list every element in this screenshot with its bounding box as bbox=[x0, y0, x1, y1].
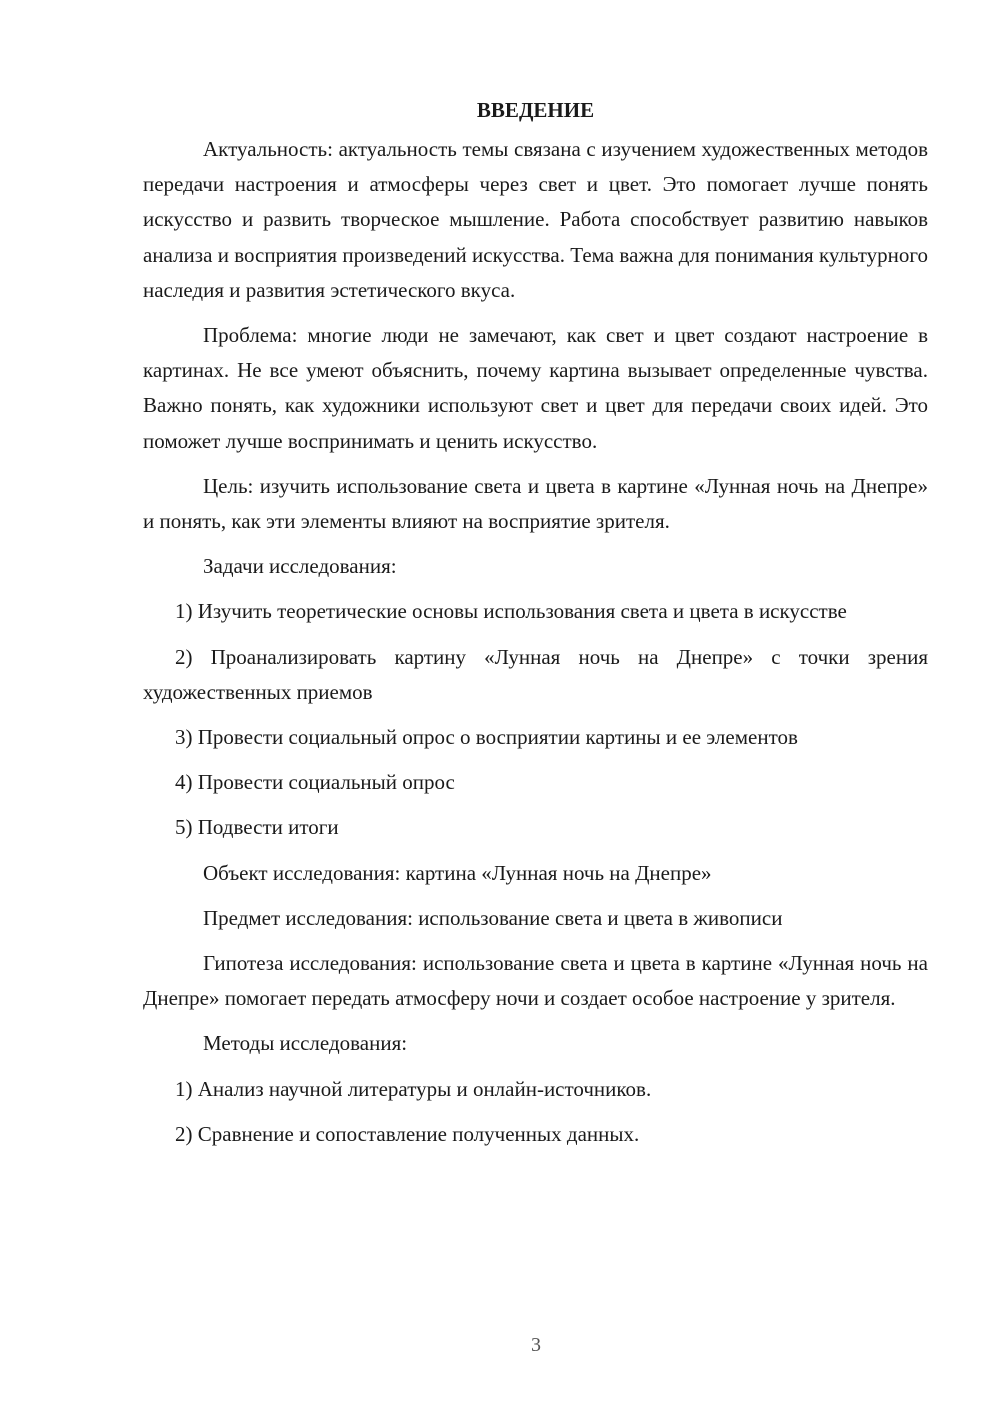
goal-paragraph: Цель: изучить использование света и цвета в картине «Лунная ночь на Днепре» и понять, как эти элементы влияют на восприятие зрителя. bbox=[143, 473, 928, 534]
research-hypothesis: Гипотеза исследования: использование света и цвета в картине «Лунная ночь на Днепре» помогает передать атмосферу ночи и создает особое настроение у зрителя. bbox=[143, 951, 928, 1011]
section-title: ВВЕДЕНИЕ bbox=[476, 98, 595, 122]
method-item: 2) Сравнение и сопоставление полученных данных. bbox=[175, 1121, 640, 1146]
research-subject: Предмет исследования: использование света и цвета в живописи bbox=[203, 905, 783, 930]
methods-heading: Методы исследования: bbox=[203, 1031, 408, 1056]
research-object: Объект исследования: картина «Лунная ночь на Днепре» bbox=[203, 860, 712, 885]
tasks-heading: Задачи исследования: bbox=[203, 554, 397, 579]
task-item: 1) Изучить теоретические основы использования света и цвета в искусстве bbox=[175, 599, 847, 624]
task-item: 4) Провести социальный опрос bbox=[175, 770, 455, 795]
problem-paragraph: Проблема: многие люди не замечают, как свет и цвет создают настроение в картинах. Не все умеют объяснить, почему картина вызывает определенные чувства. Важно понять, как художники используют свет и цвет для передачи своих идей. Это поможет лучше воспринимать и ценить искусство. bbox=[143, 323, 928, 453]
relevance-paragraph: Актуальность: актуальность темы связана с изучением художественных методов передачи настроения и атмосферы через свет и цвет. Это помогает лучше понять искусство и развить творческое мышление. Работа способствует развитию навыков анализа и восприятия произведений искусства. Тема важна для понимания культурного наследия и развития эстетического вкуса. bbox=[143, 137, 928, 302]
method-item: 1) Анализ научной литературы и онлайн-источников. bbox=[175, 1076, 652, 1101]
task-item: 2) Проанализировать картину «Лунная ночь на Днепре» с точки зрения художественных приемов bbox=[143, 644, 928, 704]
task-item: 5) Подвести итоги bbox=[175, 815, 339, 840]
page-number: 3 bbox=[531, 1334, 541, 1356]
task-item: 3) Провести социальный опрос о восприятии картины и ее элементов bbox=[175, 725, 798, 750]
